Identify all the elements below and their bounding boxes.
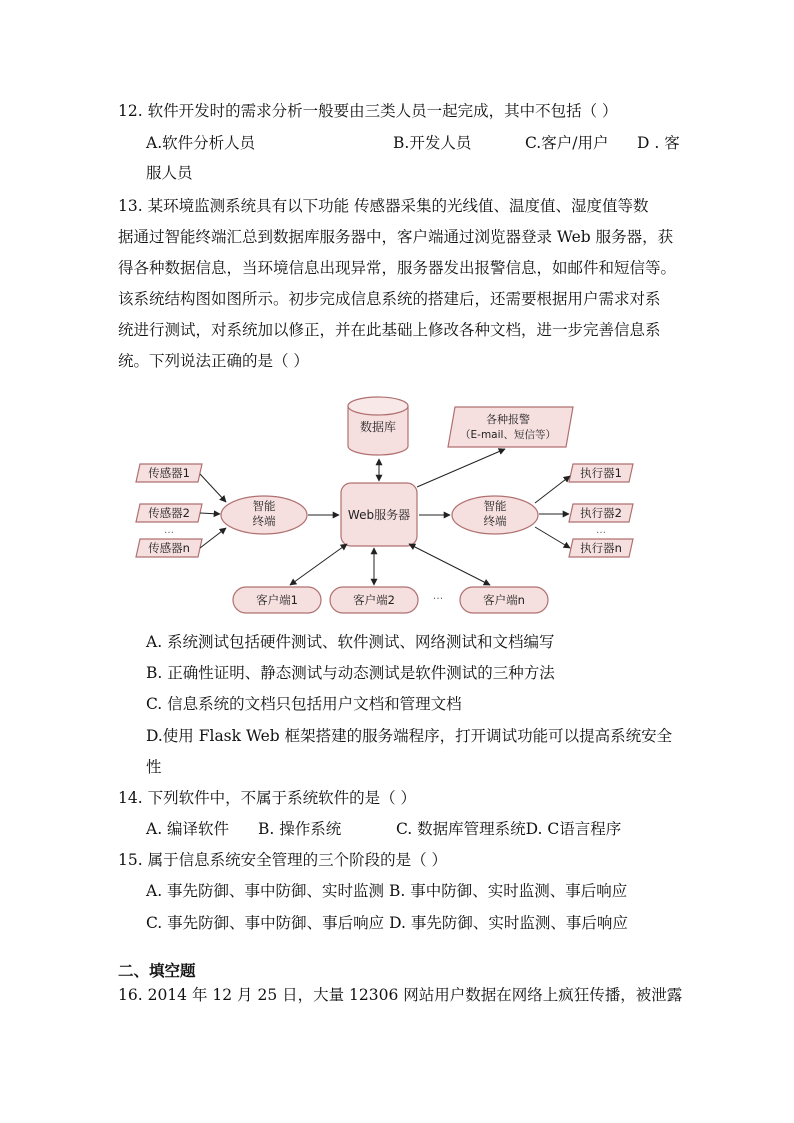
sensor-label-2: 传感器2 bbox=[148, 506, 190, 520]
left-terminal-node bbox=[221, 496, 307, 534]
alarm-node bbox=[448, 407, 573, 447]
left-terminal-label-2: 终端 bbox=[252, 514, 276, 528]
q12-option-b: B.开发人员 bbox=[393, 134, 472, 152]
database-node bbox=[348, 397, 408, 455]
client-node-n bbox=[460, 587, 548, 613]
client-label-n: 客户端n bbox=[483, 593, 525, 607]
client-label-2: 客户端2 bbox=[353, 593, 395, 607]
q13-stem-line4: 该系统结构图如图所示。初步完成信息系统的搭建后，还需要根据用户需求对系 bbox=[118, 290, 661, 308]
q15-stem: 15. 属于信息系统安全管理的三个阶段的是（ ） bbox=[118, 851, 448, 869]
sensor-label-1: 传感器1 bbox=[148, 466, 190, 480]
q13-stem-line3: 得各种数据信息，当环境信息出现异常，服务器发出报警信息，如邮件和短信等。 bbox=[118, 259, 677, 277]
q12-option-c: C.客户/用户 bbox=[525, 134, 609, 152]
arrow-terminal-actuator1 bbox=[535, 476, 570, 503]
actuator-ellipsis: … bbox=[596, 525, 606, 536]
sensor-label-n: 传感器n bbox=[148, 541, 190, 555]
actuator-label-1: 执行器1 bbox=[580, 466, 622, 480]
q12-option-d-cont: 服人员 bbox=[146, 164, 193, 182]
actuator-label-2: 执行器2 bbox=[580, 506, 622, 520]
q12-stem: 12. 软件开发时的需求分析一般要由三类人员一起完成，其中不包括（ ） bbox=[118, 102, 618, 120]
client-label-1: 客户端1 bbox=[256, 593, 298, 607]
q13-option-c: C. 信息系统的文档只包括用户文档和管理文档 bbox=[146, 695, 462, 713]
section-title-fill-blank: 二、填空题 bbox=[118, 962, 196, 980]
q14-option-b: B. 操作系统 bbox=[258, 820, 342, 838]
q13-option-a: A. 系统测试包括硬件测试、软件测试、网络测试和文档编写 bbox=[146, 633, 555, 651]
sensor-node-1 bbox=[136, 464, 202, 482]
q13-option-d-cont: 性 bbox=[146, 758, 162, 776]
q13-stem-line5: 统进行测试，对系统加以修正，并在此基础上修改各种文档，进一步完善信息系 bbox=[118, 321, 661, 339]
arrow-server-clientn bbox=[409, 544, 490, 585]
actuator-node-2 bbox=[569, 504, 633, 522]
q15-option-cd: C. 事先防御、事中防御、事后响应 D. 事先防御、实时监测、事后响应 bbox=[146, 914, 628, 932]
alarm-label-line1: 各种报警 bbox=[486, 413, 530, 426]
q16-stem: 16. 2014 年 12 月 25 日，大量 12306 网站用户数据在网络上疯狂传播，被泄露 bbox=[118, 986, 683, 1004]
web-server-label: Web服务器 bbox=[347, 508, 411, 522]
sensor-ellipsis: … bbox=[164, 525, 174, 536]
client-node-1 bbox=[233, 587, 321, 613]
q15-option-ab: A. 事先防御、事中防御、实时监测 B. 事中防御、实时监测、事后响应 bbox=[146, 882, 628, 900]
web-server-node bbox=[341, 483, 417, 546]
alarm-label-line2: （E-mail、短信等） bbox=[460, 429, 556, 441]
q13-stem-line6: 统。下列说法正确的是（ ） bbox=[118, 352, 309, 370]
arrow-server-alarm bbox=[417, 449, 505, 487]
q13-option-b: B. 正确性证明、静态测试与动态测试是软件测试的三种方法 bbox=[146, 664, 555, 682]
right-terminal-label-2: 终端 bbox=[483, 514, 507, 528]
q13-stem-line2: 据通过智能终端汇总到数据库服务器中，客户端通过浏览器登录 Web 服务器，获 bbox=[118, 228, 674, 246]
actuator-node-1 bbox=[569, 464, 633, 482]
actuator-label-n: 执行器n bbox=[580, 541, 622, 555]
right-terminal-label-1: 智能 bbox=[483, 499, 507, 513]
client-node-2 bbox=[330, 587, 418, 613]
sensor-node-n bbox=[136, 539, 202, 557]
sensor-node-2 bbox=[136, 504, 202, 522]
arrow-sensor2-terminal bbox=[200, 513, 220, 514]
q14-option-cd: C. 数据库管理系统D. C语言程序 bbox=[396, 820, 622, 838]
arrow-sensor1-terminal bbox=[200, 474, 226, 502]
right-terminal-node bbox=[452, 496, 538, 534]
q13-option-d: D.使用 Flask Web 框架搭建的服务端程序，打开调试功能可以提高系统安全 bbox=[146, 727, 673, 745]
q14-option-a: A. 编译软件 bbox=[146, 820, 230, 838]
database-label: 数据库 bbox=[359, 420, 397, 434]
client-ellipsis: ··· bbox=[432, 592, 444, 605]
left-terminal-label-1: 智能 bbox=[252, 499, 276, 513]
q12-option-a: A.软件分析人员 bbox=[146, 134, 256, 152]
arrow-server-client1 bbox=[290, 544, 347, 585]
q13-stem-line1: 13. 某环境监测系统具有以下功能 传感器采集的光线值、温度值、湿度值等数 bbox=[118, 197, 649, 215]
q12-option-d: D . 客 bbox=[637, 134, 680, 152]
q14-stem: 14. 下列软件中，不属于系统软件的是（ ） bbox=[118, 789, 417, 807]
arrow-sensorn-terminal bbox=[200, 528, 226, 548]
arrow-terminal-actuatorn bbox=[535, 527, 570, 548]
actuator-node-n bbox=[569, 539, 633, 557]
